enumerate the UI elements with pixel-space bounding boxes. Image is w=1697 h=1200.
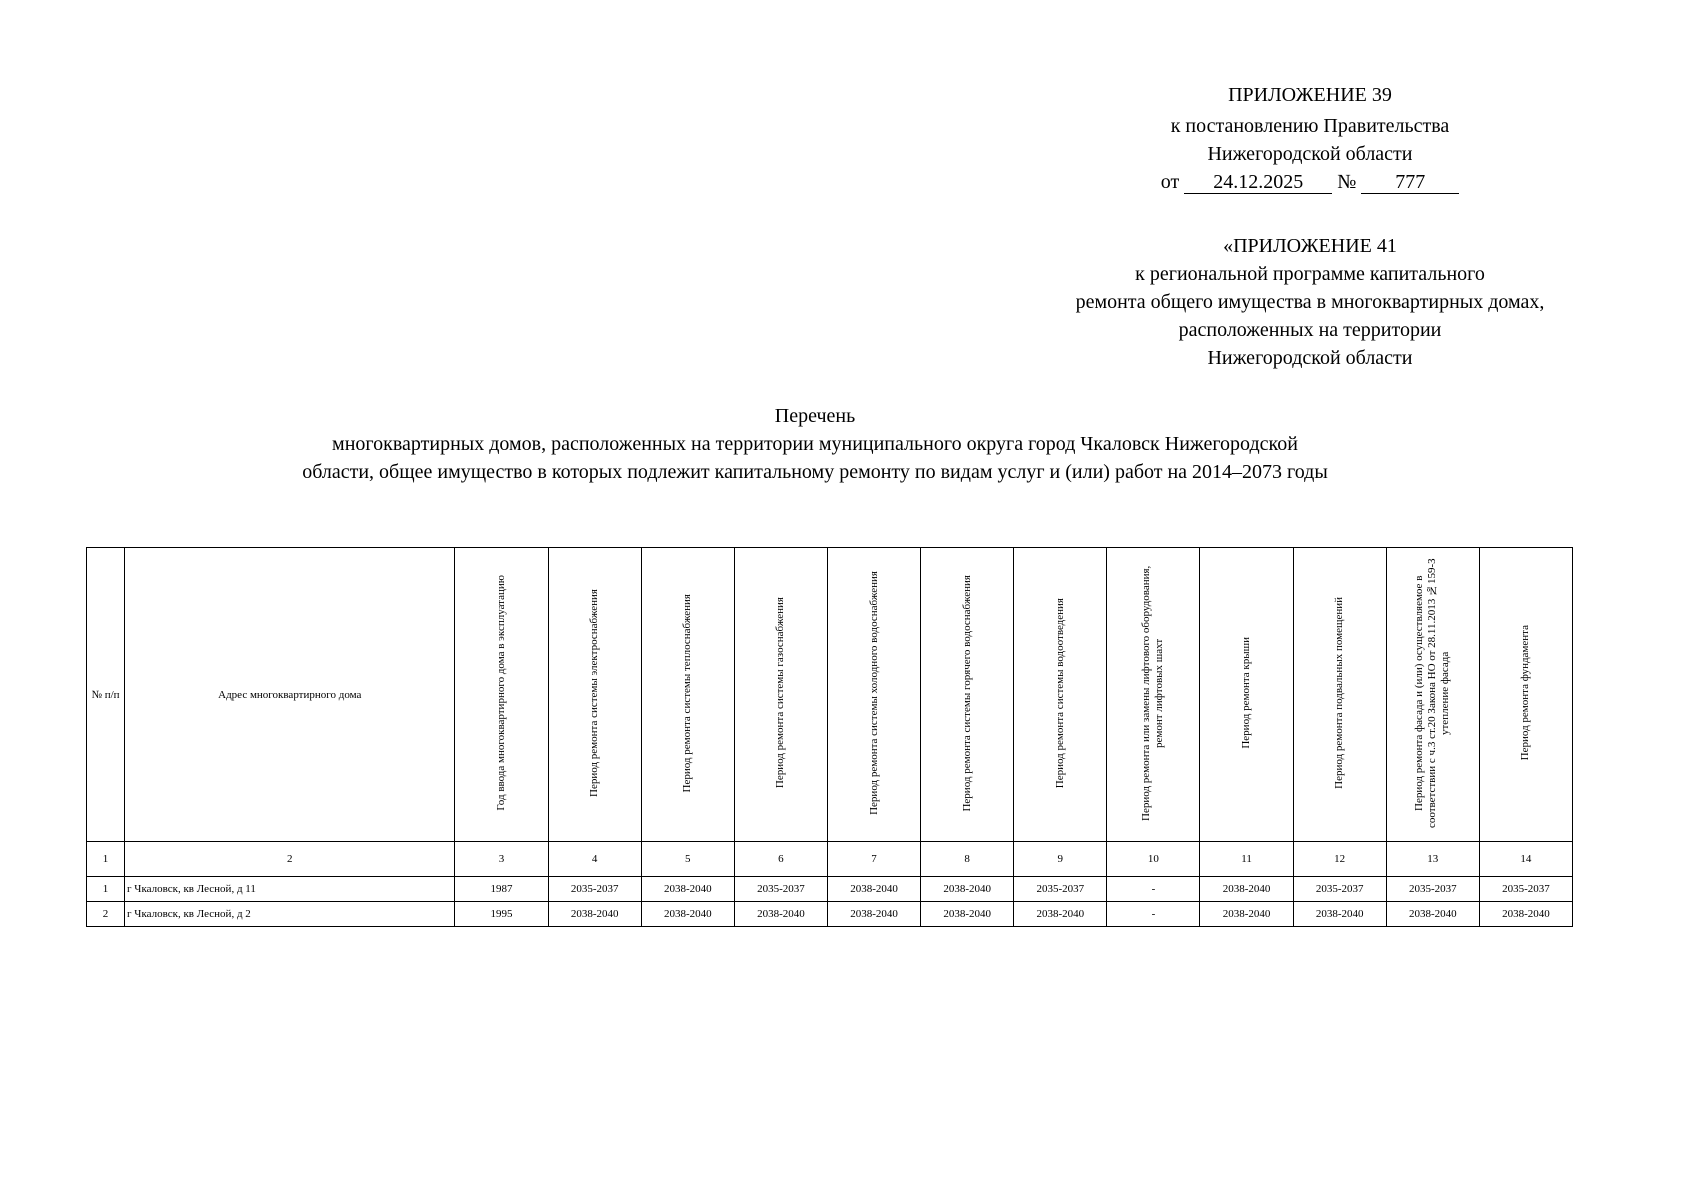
period-cell: 2038-2040 xyxy=(1386,902,1479,927)
period-cell: 2035-2037 xyxy=(1293,877,1386,902)
row-index: 2 xyxy=(87,902,125,927)
header-cell: Год ввода многоквартирного дома в эксплуатацию xyxy=(455,548,548,842)
period-cell: 2038-2040 xyxy=(827,877,920,902)
period-cell: 2038-2040 xyxy=(827,902,920,927)
period-cell: 2038-2040 xyxy=(641,877,734,902)
house-address: г Чкаловск, кв Лесной, д 11 xyxy=(125,877,455,902)
header-cell: Период ремонта фасада и (или) осуществляемое в соответствии с ч.3 ст.20 Закона НО от 28.11.2013 №159-З утепление фасада xyxy=(1386,548,1479,842)
period-cell: 2035-2037 xyxy=(1479,877,1572,902)
decree-date-number-line xyxy=(990,168,1630,196)
column-number: 11 xyxy=(1200,842,1293,877)
header-cell: Период ремонта системы электроснабжения xyxy=(548,548,641,842)
list-heading-word: Перечень xyxy=(774,405,856,427)
header-cell: Период ремонта системы теплоснабжения xyxy=(641,548,734,842)
program-appendix-block xyxy=(990,232,1630,372)
program-line: к региональной программе капитального xyxy=(1135,263,1485,285)
number-sign: № xyxy=(1337,171,1357,193)
header-cell: № п/п xyxy=(87,548,125,842)
header-cell: Период ремонта системы горячего водоснабжения xyxy=(921,548,1014,842)
column-number: 6 xyxy=(734,842,827,877)
column-number: 9 xyxy=(1014,842,1107,877)
program-line: Нижегородской области xyxy=(1207,347,1413,369)
header-cell: Период ремонта подвальных помещений xyxy=(1293,548,1386,842)
header-cell: Период ремонта системы газоснабжения xyxy=(734,548,827,842)
list-heading xyxy=(150,402,1480,486)
table-header-row xyxy=(87,548,1573,842)
period-cell: 2038-2040 xyxy=(921,902,1014,927)
house-address: г Чкаловск, кв Лесной, д 2 xyxy=(125,902,455,927)
column-number: 1 xyxy=(87,842,125,877)
list-heading-line2: области, общее имущество в которых подлежит капитальному ремонту по видам услуг и (или) работ на 2014–2073 годы xyxy=(302,461,1328,483)
period-cell: 2035-2037 xyxy=(548,877,641,902)
period-cell: 2038-2040 xyxy=(734,902,827,927)
column-number: 5 xyxy=(641,842,734,877)
period-cell: 2038-2040 xyxy=(548,902,641,927)
header-cell: Период ремонта или замены лифтового оборудования, ремонт лифтовых шахт xyxy=(1107,548,1200,842)
column-number: 2 xyxy=(125,842,455,877)
period-cell: - xyxy=(1107,902,1200,927)
period-cell: 2038-2040 xyxy=(1293,902,1386,927)
header-cell: Адрес многоквартирного дома xyxy=(125,548,455,842)
list-heading-line1: многоквартирных домов, расположенных на территории муниципального округа город Чкаловск Нижегородской xyxy=(332,433,1298,455)
period-cell: 2035-2037 xyxy=(1386,877,1479,902)
period-cell: 2038-2040 xyxy=(1014,902,1107,927)
commission-year: 1995 xyxy=(455,902,548,927)
column-number: 7 xyxy=(827,842,920,877)
period-cell: 2035-2037 xyxy=(1014,877,1107,902)
program-appendix-title: «ПРИЛОЖЕНИЕ 41 xyxy=(1223,235,1397,257)
appendix-title: ПРИЛОЖЕНИЕ 39 xyxy=(1228,84,1392,106)
column-number: 12 xyxy=(1293,842,1386,877)
column-number: 8 xyxy=(921,842,1014,877)
period-cell: 2038-2040 xyxy=(641,902,734,927)
decree-date: 24.12.2025 xyxy=(1184,171,1332,194)
repair-schedule-table xyxy=(86,547,1573,927)
decree-number: 777 xyxy=(1361,171,1459,194)
period-cell: 2038-2040 xyxy=(1200,877,1293,902)
commission-year: 1987 xyxy=(455,877,548,902)
header-cell: Период ремонта системы холодного водоснабжения xyxy=(827,548,920,842)
row-index: 1 xyxy=(87,877,125,902)
header-cell: Период ремонта фундамента xyxy=(1479,548,1572,842)
column-number: 10 xyxy=(1107,842,1200,877)
program-line: ремонта общего имущества в многоквартирных домах, xyxy=(1075,291,1545,313)
table-row xyxy=(87,902,1573,927)
column-number: 13 xyxy=(1386,842,1479,877)
table-row xyxy=(87,877,1573,902)
decree-reference-line2: Нижегородской области xyxy=(1207,143,1413,165)
period-cell: 2038-2040 xyxy=(1479,902,1572,927)
column-number: 14 xyxy=(1479,842,1572,877)
period-cell: 2038-2040 xyxy=(921,877,1014,902)
appendix-block xyxy=(990,81,1630,196)
column-number: 3 xyxy=(455,842,548,877)
period-cell: 2038-2040 xyxy=(1200,902,1293,927)
column-number-row xyxy=(87,842,1573,877)
period-cell: - xyxy=(1107,877,1200,902)
program-line: расположенных на территории xyxy=(1178,319,1442,341)
column-number: 4 xyxy=(548,842,641,877)
header-cell: Период ремонта системы водоотведения xyxy=(1014,548,1107,842)
period-cell: 2035-2037 xyxy=(734,877,827,902)
header-cell: Период ремонта крыши xyxy=(1200,548,1293,842)
decree-reference-line1: к постановлению Правительства xyxy=(1170,115,1450,137)
date-prefix: от xyxy=(1160,171,1180,193)
